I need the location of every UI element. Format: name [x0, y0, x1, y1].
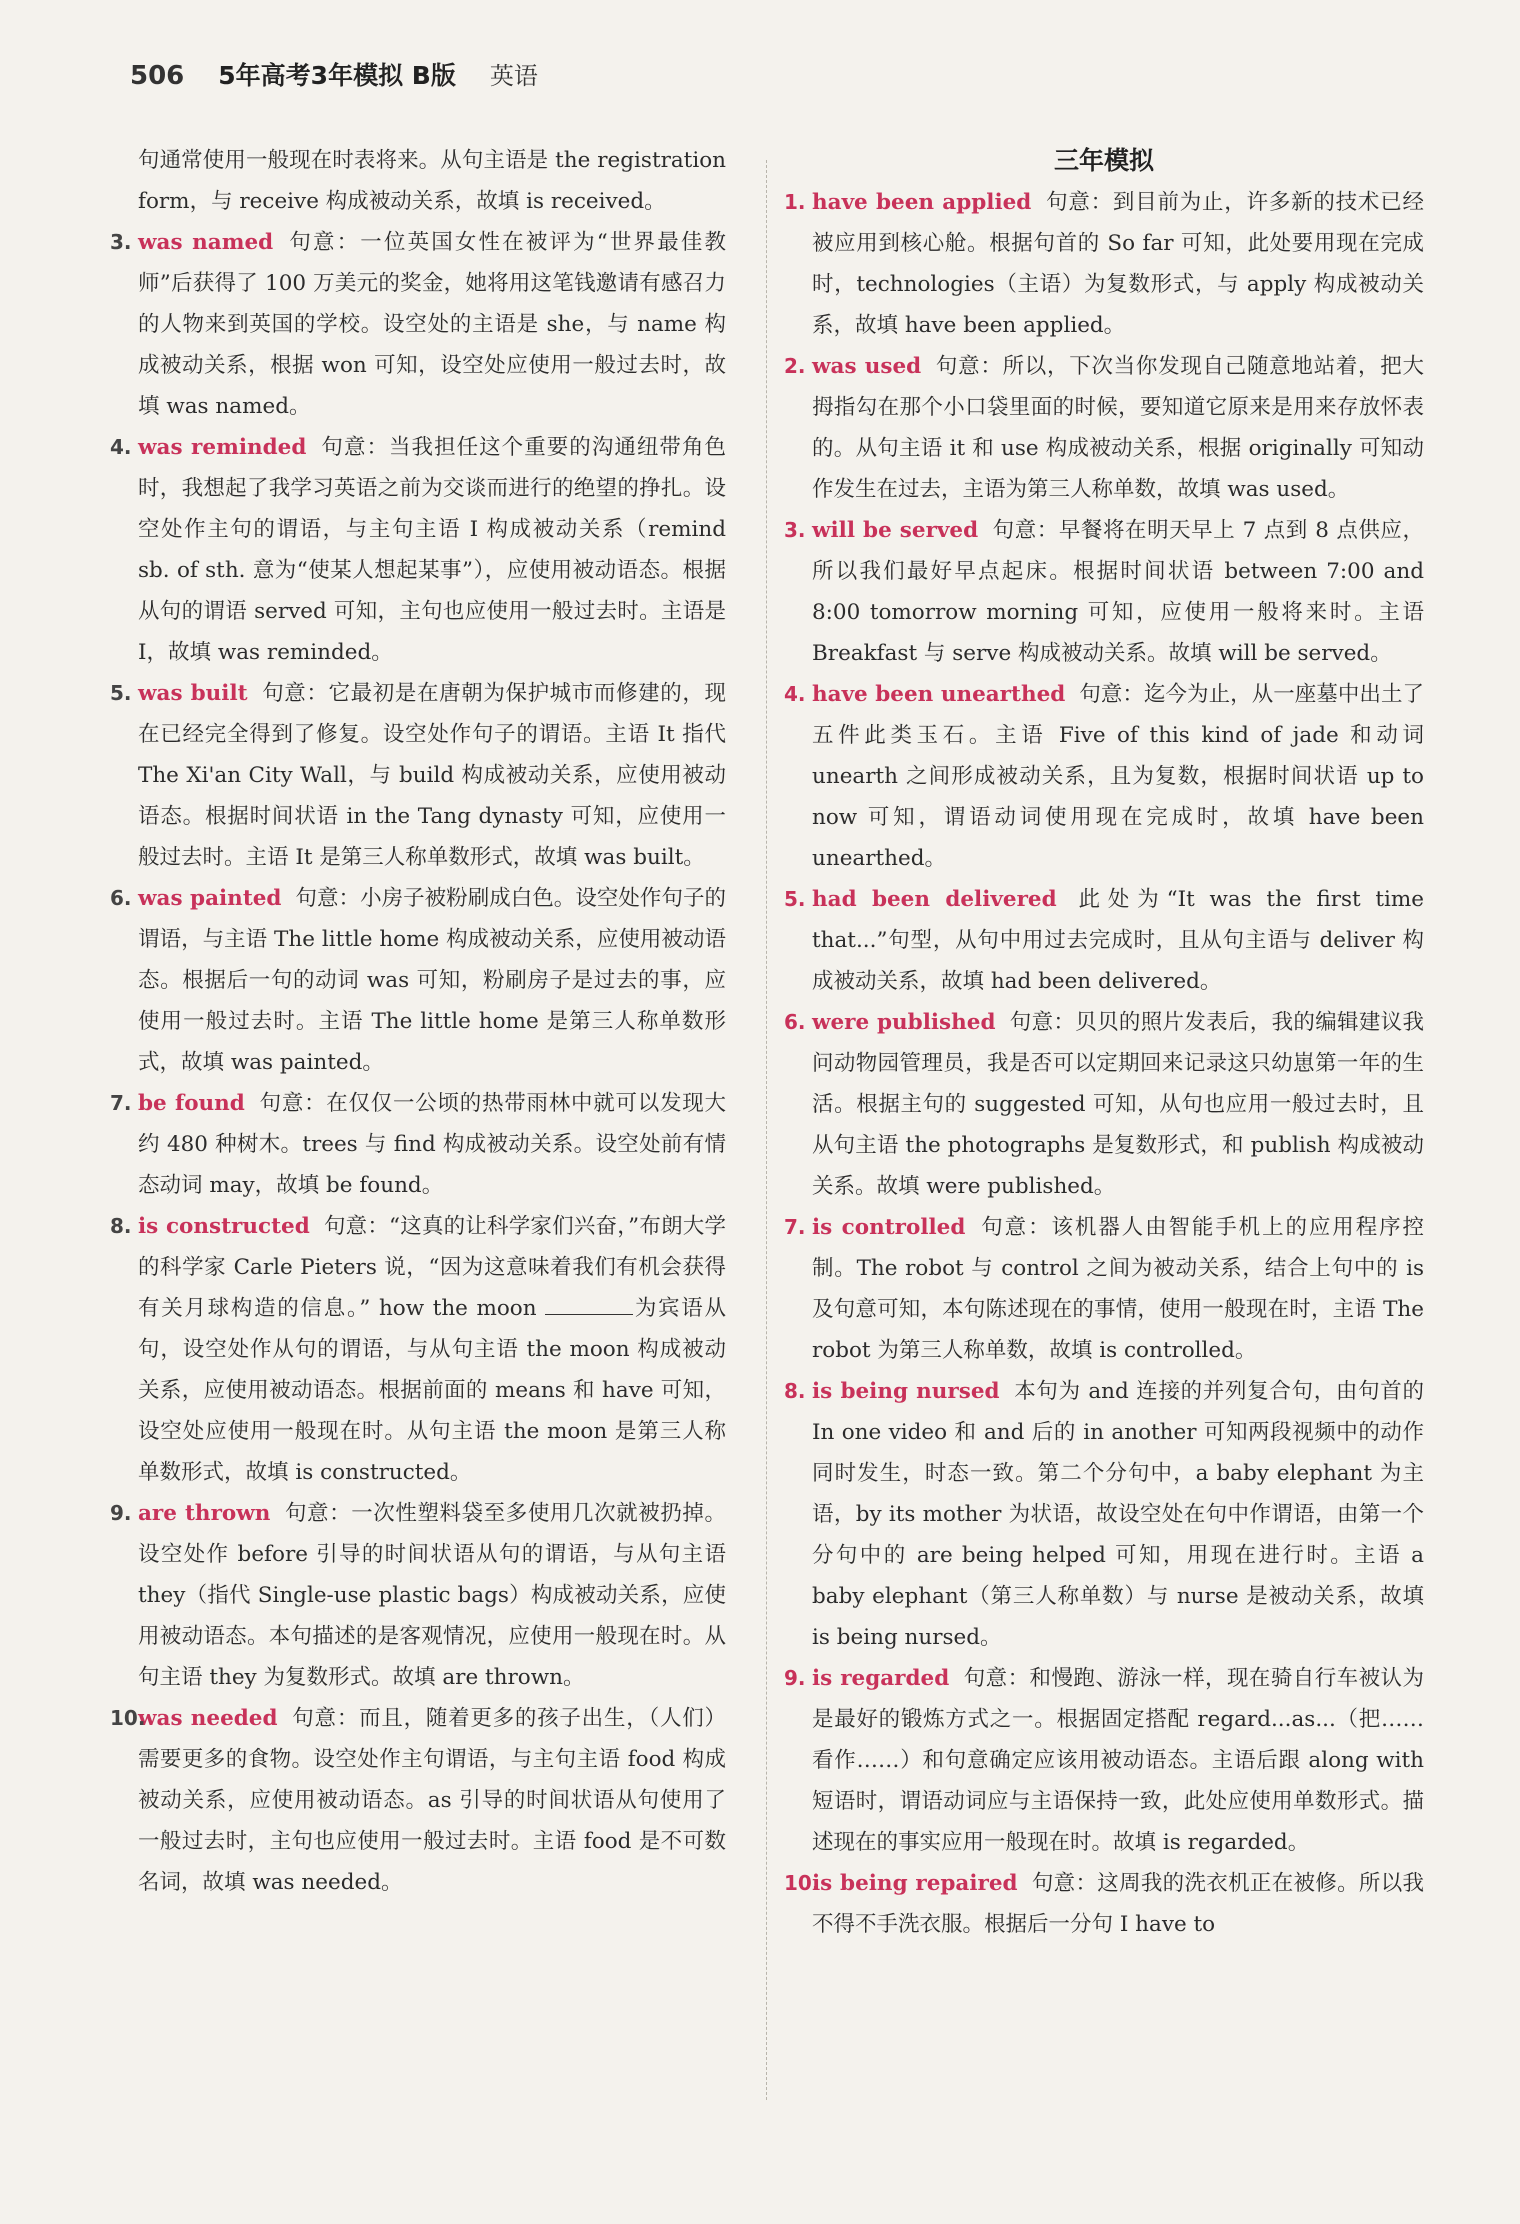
answer-text: was named — [138, 230, 274, 255]
page-number: 506 — [130, 61, 185, 91]
answer-text: had been delivered — [812, 887, 1057, 912]
answer-text: were published — [812, 1010, 996, 1035]
answer-item — [784, 674, 1424, 879]
item-number: 7. — [110, 1091, 132, 1115]
item-number: 6. — [784, 1010, 806, 1034]
item-number: 2. — [784, 354, 806, 378]
item-number: 9. — [110, 1501, 132, 1525]
explanation-text: 句意：而且，随着更多的孩子出生，（人们）需要更多的食物。设空处作主句谓语，与主句主语 food 构成被动关系，应使用被动语态。as 引导的时间状语从句使用了一般过去时，主句也应使用一般过去时。主语 food 是不可数名词，故填 was needed。 — [138, 1706, 726, 1895]
answer-item — [784, 182, 1424, 346]
explanation-text: 句意：这周我的洗衣机正在被修。所以我不得不手洗衣服。根据后一分句 I have to — [812, 1871, 1424, 1937]
answer-text: is controlled — [812, 1215, 966, 1240]
item-number: 1. — [784, 190, 806, 214]
answer-item — [784, 1207, 1424, 1371]
explanation-text: 为宾语从句，设空处作从句的谓语，与从句主语 the moon 构成被动关系，应使用被动语态。根据前面的 means 和 have 可知，设空处应使用一般现在时。从句主语 the moon 是第三人称单数形式，故填 is constructed。 — [138, 1296, 726, 1485]
explanation-text: 句意：该机器人由智能手机上的应用程序控制。The robot 与 control 之间为被动关系，结合上句中的 is 及句意可知，本句陈述现在的事情，使用一般现在时，主语 The robot 为第三人称单数，故填 is controlled。 — [812, 1215, 1424, 1363]
answer-item — [110, 1206, 726, 1493]
answer-item — [110, 1083, 726, 1206]
explanation-text: 句意：一位英国女性在被评为“世界最佳教师”后获得了 100 万美元的奖金，她将用这笔钱邀请有感召力的人物来到英国的学校。设空处的主语是 she，与 name 构成被动关系，根据 won 可知，设空处应使用一般过去时，故填 was named。 — [138, 230, 726, 419]
answer-text: is regarded — [812, 1666, 950, 1691]
item-number: 8. — [784, 1379, 806, 1403]
answer-item — [110, 673, 726, 878]
explanation-text: 句意：“这真的让科学家们兴奋，”布朗大学的科学家 Carle Pieters 说，“因为这意味着我们有机会获得有关月球构造的信息。” how the moon — [138, 1214, 726, 1321]
fill-blank — [545, 1296, 633, 1315]
answer-text: was painted — [138, 886, 282, 911]
item-number: 6. — [110, 886, 132, 910]
answer-item — [784, 510, 1424, 674]
item-number: 8. — [110, 1214, 132, 1238]
answer-item — [110, 427, 726, 673]
explanation-text: 句意：贝贝的照片发表后，我的编辑建议我问动物园管理员，我是否可以定期回来记录这只幼崽第一年的生活。根据主句的 suggested 可知，从句也应用一般过去时，且从句主语 the photographs 是复数形式，和 publish 构成被动关系。故填 were published。 — [812, 1010, 1424, 1199]
left-column — [110, 140, 726, 1903]
subject-label: 英语 — [489, 62, 538, 90]
answer-text: was reminded — [138, 435, 307, 460]
item-number: 5. — [110, 681, 132, 705]
answer-item — [784, 1371, 1424, 1658]
answer-text: was built — [138, 681, 248, 706]
item-number: 9. — [784, 1666, 806, 1690]
item-number: 10. — [110, 1706, 146, 1730]
explanation-text: 句意：迄今为止，从一座墓中出土了五件此类玉石。主语 Five of this kind of jade 和动词 unearth 之间形成被动关系，且为复数，根据时间状语 up to now 可知，谓语动词使用现在完成时，故填 have been unearthed。 — [812, 682, 1424, 871]
explanation-text: 句意：到目前为止，许多新的技术已经被应用到核心舱。根据句首的 So far 可知，此处要用现在完成时，technologies（主语）为复数形式，与 apply 构成被动关系，故填 have been applied。 — [812, 190, 1424, 338]
answer-text: was used — [812, 354, 922, 379]
answer-item — [784, 1863, 1424, 1945]
explanation-text: 本句为 and 连接的并列复合句，由句首的 In one video 和 and 后的 in another 可知两段视频中的动作同时发生，时态一致。第二个分句中，a baby elephant 为主语，by its mother 为状语，故设空处在句中作谓语，由第一个分句中的 are being helped 可知，用现在进行时。主语 a baby elephant（第三人称单数）与 nurse 是被动关系，故填 is being nursed。 — [812, 1379, 1424, 1650]
item-number: 3. — [784, 518, 806, 542]
answer-text: is being nursed — [812, 1379, 1000, 1404]
explanation-text: 句意：在仅仅一公顷的热带雨林中就可以发现大约 480 种树木。trees 与 find 构成被动关系。设空处前有情态动词 may，故填 be found。 — [138, 1091, 726, 1198]
answer-text: are thrown — [138, 1501, 271, 1526]
answer-text: is being repaired — [812, 1871, 1018, 1896]
book-title: 5年高考3年模拟 B版 — [218, 61, 456, 90]
item-number: 3. — [110, 230, 132, 254]
explanation-text: 句意：小房子被粉刷成白色。设空处作句子的谓语，与主语 The little home 构成被动关系，应使用被动语态。根据后一句的动词 was 可知，粉刷房子是过去的事，应使用一般过去时。主语 The little home 是第三人称单数形式，故填 was painted。 — [138, 886, 726, 1075]
item-number: 5. — [784, 887, 806, 911]
answer-item — [784, 1658, 1424, 1863]
section-title: 三年模拟 — [1053, 146, 1154, 175]
explanation-text: 句意：早餐将在明天早上 7 点到 8 点供应，所以我们最好早点起床。根据时间状语 between 7:00 and 8:00 tomorrow morning 可知，应使用一般将来时。主语 Breakfast 与 serve 构成被动关系。故填 will be served。 — [812, 518, 1424, 666]
answer-text: is constructed — [138, 1214, 310, 1239]
answer-text: have been applied — [812, 190, 1032, 215]
answer-item — [784, 346, 1424, 510]
answer-text: was needed — [138, 1706, 278, 1731]
explanation-text: 句意：和慢跑、游泳一样，现在骑自行车被认为是最好的锻炼方式之一。根据固定搭配 regard...as...（把……看作……）和句意确定应该用被动语态。主语后跟 along with 短语时，谓语动词应与主语保持一致，此处应使用单数形式。描述现在的事实应用一般现在时。故填 is regarded。 — [812, 1666, 1424, 1855]
explanation-text: 句意：它最初是在唐朝为保护城市而修建的，现在已经完全得到了修复。设空处作句子的谓语。主语 It 指代 The Xi'an City Wall，与 build 构成被动关系，应使用被动语态。根据时间状语 in the Tang dynasty 可知，应使用一般过去时。主语 It 是第三人称单数形式，故填 was built。 — [138, 681, 726, 870]
answer-item — [110, 1698, 726, 1903]
column-divider — [766, 160, 767, 2100]
answer-text: have been unearthed — [812, 682, 1066, 707]
explanation-text: 句意：当我担任这个重要的沟通纽带角色时，我想起了我学习英语之前为交谈而进行的绝望的挣扎。设空处作主句的谓语，与主句主语 I 构成被动关系（remind sb. of sth. 意为“使某人想起某事”），应使用被动语态。根据从句的谓语 served 可知，主句也应使用一般过去时。主语是 I，故填 was reminded。 — [138, 435, 726, 665]
page-header — [130, 56, 538, 96]
answer-item — [784, 879, 1424, 1002]
explanation-text: 此处为“It was the first time that...”句型，从句中用过去完成时，且从句主语与 deliver 构成被动关系，故填 had been delivered。 — [812, 887, 1424, 994]
answer-text: be found — [138, 1091, 245, 1116]
answer-item — [784, 1002, 1424, 1207]
item-number: 7. — [784, 1215, 806, 1239]
answer-item — [110, 878, 726, 1083]
item-number: 10. — [784, 1871, 820, 1895]
explanation-text: 句意：一次性塑料袋至多使用几次就被扔掉。设空处作 before 引导的时间状语从句的谓语，与从句主语 they（指代 Single-use plastic bags）构成被动关系，应使用被动语态。本句描述的是客观情况，应使用一般现在时。从句主语 they 为复数形式。故填 are thrown。 — [138, 1501, 726, 1690]
answer-text: will be served — [812, 518, 979, 543]
item-number: 4. — [110, 435, 132, 459]
answer-item — [110, 222, 726, 427]
item-number: 4. — [784, 682, 806, 706]
intro-paragraph: 句通常使用一般现在时表将来。从句主语是 the registration form，与 receive 构成被动关系，故填 is received。 — [138, 148, 726, 214]
right-column — [784, 140, 1424, 1945]
answer-item — [110, 1493, 726, 1698]
explanation-text: 句意：所以，下次当你发现自己随意地站着，把大拇指勾在那个小口袋里面的时候，要知道它原来是用来存放怀表的。从句主语 it 和 use 构成被动关系，根据 originally 可知动作发生在过去，主语为第三人称单数，故填 was used。 — [812, 354, 1424, 502]
